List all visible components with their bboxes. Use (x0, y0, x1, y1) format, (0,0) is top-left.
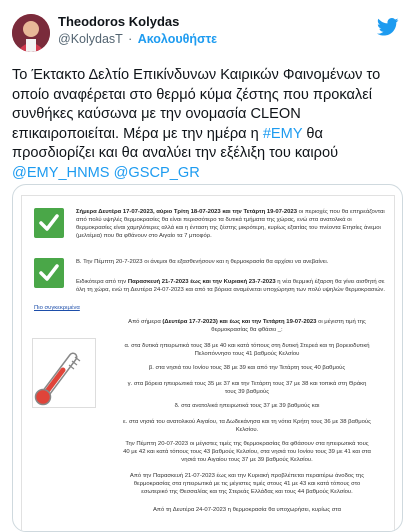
paragraph-specific-text: οι μέγιστη τιμή της θερμοκρασίας θα φθάσει _: (211, 319, 366, 333)
hashtag-emy[interactable]: #ΕΜΥ (262, 125, 303, 142)
paragraph-friday (76, 278, 386, 294)
paragraph-friday-bold: Παρασκευή 21-7-2023 έως και την Κυριακή 23-7-2023 (127, 279, 276, 285)
paragraph-specific-bold: (Δευτέρα 17-7-2023) και έως και την Τετάρτη 19-07-2023 (162, 319, 317, 325)
author-display-name[interactable]: Theodoros Kolydas (58, 14, 180, 29)
forecast-item-d: δ. στα ανατολικά ηπειρωτικά τους 37 με 39 βαθμούς και (174, 403, 320, 409)
mention-emy-hnms[interactable]: @EMY_HNMS (12, 164, 110, 181)
mention-gscp-gr[interactable]: @GSCP_GR (113, 164, 200, 181)
avatar[interactable] (12, 14, 50, 52)
tweet-text (12, 66, 400, 183)
more-details-link[interactable] (34, 304, 80, 312)
author-handle[interactable]: @KolydasT (58, 32, 123, 46)
paragraph-today (76, 208, 386, 240)
paragraph-friday-pre: Ειδικότερα από την (76, 279, 127, 285)
tweet-body-part-2: θα προσδιορίζει και θα αναλύει την εξέλιξη του καιρού (12, 125, 339, 161)
tweet-image[interactable] (12, 184, 403, 532)
thermometer-icon (32, 338, 96, 408)
paragraph-today-bold: Σήμερα Δευτέρα 17-07-2023, αύριο Τρίτη 18-07-2023 και την Τετάρτη 19-07-2023 (76, 209, 297, 215)
paragraph-thursday-temps: Την Πέμπτη 20-07-2023 οι μέγιστες τιμές της θερμοκρασίας θα φθάσουν στα ηπειρωτικά τους 40 με 42 και κατά τόπους τους 43 βαθμούς Κελσίου, στα νησιά του Ιονίου τους 39 με 41 και στα νησιά του Αιγαίου τους 37 με 39 βαθμούς Κελσίου. (123, 441, 371, 463)
checkmark-icon (34, 258, 64, 288)
bulletin-document (21, 195, 395, 532)
follow-button[interactable]: Ακολουθήστε (137, 32, 218, 46)
paragraph-specific (122, 318, 372, 334)
paragraph-today-text: οι περιοχές που θα επηρεάζονται από πολύ υψηλές θερμοκρασίες θα είναι περισσότερο τα δυτικά τμήματα της χώρας, ενώ στα ανατολικά οι θερμοκρασίες είναι χαμηλότερες αλλά και η ένταση της ζέστης μικρότερη, κυρίως εξαιτίας του πνέοντα Ετησίες άνεμοι (μελτέμια) που θα φθάνουν στο Αιγαίο τα 7 μποφόρ. (76, 209, 385, 239)
forecast-item-a: α. στα δυτικά ηπειρωτικά τους 38 με 40 και κατά τόπους στη δυτική Στερεά και τη βορειοδυτική Πελοπόννησο τους 41 βαθμούς Κελσίου (124, 343, 370, 357)
forecast-item-e: ε. στα νησιά του ανατολικού Αιγαίου, τα Δωδεκάνησα και τη νότια Κρήτη τους 36 με 38 βαθμούς Κελσίου. (123, 419, 371, 433)
separator-dot: · (128, 32, 133, 46)
paragraph-friday-text: η νέα θερμική έξαρση θα γίνει αισθητή σε όλη τη χώρα, ενώ τη Δευτέρα 24-07-2023 και από τα βόρεια αναμένεται υποχώρηση των πολύ υψηλών θερμοκρασιών. (76, 279, 386, 293)
checkmark-icon (34, 208, 64, 238)
tweet-header (12, 12, 399, 56)
paragraph-weekend-temps: Από την Παρασκευή 21-07-2023 έως και την Κυριακή προβλέπεται περαιτέρω άνοδος της θερμοκρασίας στα ηπειρωτικά με τις μέγιστες τιμές στους 41 με 43 και κατά τόπους στο εσωτερικό της Θεσσαλίας και της Στερεάς Ελλάδας και τους 44 βαθμούς Κελσίου. (129, 473, 365, 495)
forecast-item-c: γ. στα βόρεια ηπειρωτικά τους 35 με 37 και την Τετάρτη τους 37 με 38 και τοπικά στη Θράκη τους 39 βαθμούς (127, 381, 367, 395)
paragraph-monday-temps: Από τη Δευτέρα 24-07-2023 η θερμοκρασία θα υποχωρήσει, κυρίως στα (152, 507, 342, 513)
paragraph-thursday: Β. Την Πέμπτη 20-7-2023 οι άνεμοι θα εξασθενήσουν και η θερμοκρασία θα αρχίσει να ανεβαίνει. (76, 259, 329, 265)
more-details-link-label[interactable]: Πιο συγκεκριμένα (34, 305, 80, 311)
tweet-body-part-1: Το Έκτακτο Δελτίο Επικίνδυνων Καιρικών Φαινομένων το οποίο αναφέρεται στο θερμό κύμα ζέστης που προκαλεί συνθήκες καύσωνα με την ονομασία CLEON επικαιροποιείται. Μέρα με την ημέρα η (12, 67, 381, 142)
paragraph-specific-pre: Από σήμερα (128, 319, 161, 325)
twitter-bird-icon[interactable] (377, 18, 399, 36)
forecast-item-b: β. στα νησιά του Ιονίου τους 38 με 39 και από την Τετάρτη τους 40 βαθμούς (148, 365, 346, 371)
